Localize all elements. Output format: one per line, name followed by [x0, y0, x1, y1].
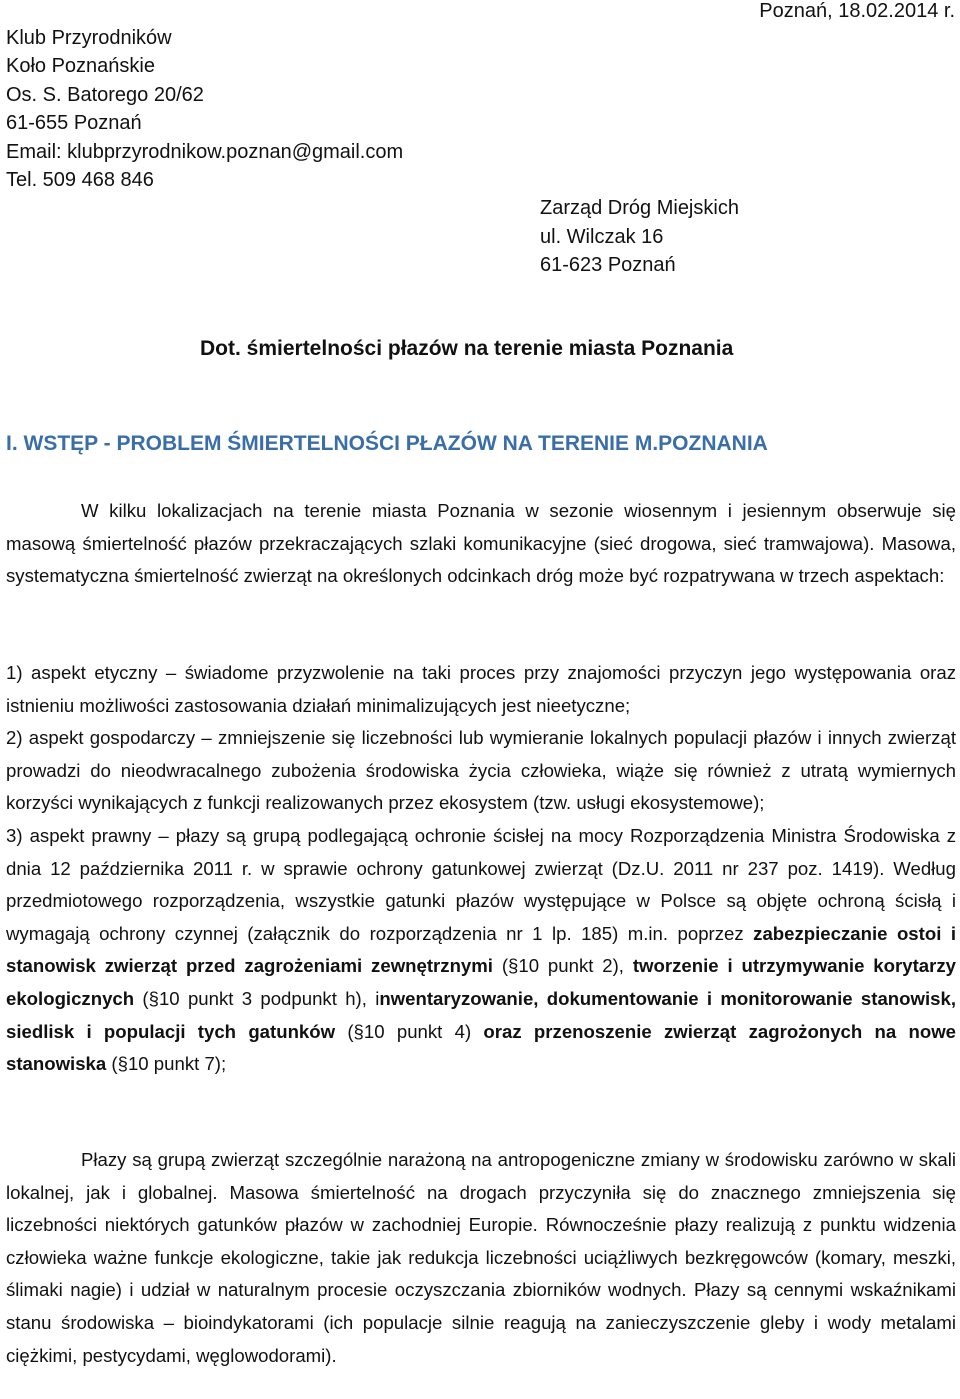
recipient-name: Zarząd Dróg Miejskich [540, 197, 739, 219]
aspect-legal-intro: 3) aspekt prawny – płazy są grupą podlegającą ochronie ścisłej na mocy Rozporządzenia Ministra Środowiska z dnia 12 października 2011 r. w sprawie ochrony gatunkowej zwierząt (Dz.U. 2011 nr 237 poz. 1419). Według przedmiotowego rozporządzenia, wszystkie gatunki płazów występujące w Polsce są objęte ochroną ścisłą i wymagają ochrony czynnej (załącznik do rozporządzenia nr 1 lp. 185) m.in. poprzez [6, 824, 956, 944]
sender-name: Klub Przyrodników [6, 27, 172, 49]
sender-phone: Tel. 509 468 846 [6, 169, 154, 192]
aspect-legal-bold-3: nwentaryzowanie, dokumentowanie i monitorowanie stanowisk, siedlisk i populacji tych gatunków [6, 987, 956, 1042]
intro-paragraph: W kilku lokalizacjach na terenie miasta Poznania w sezonie wiosennym i jesiennym obserwuje się masową śmiertelność płazów przekraczających szlaki komunikacyjne (sieć drogowa, sieć tramwajowa). Masowa, systematyczna śmiertelność zwierząt na określonych odcinkach dróg może być rozpatrywana w trzech aspektach: [6, 500, 956, 587]
recipient-city: 61-623 Poznań [540, 254, 676, 276]
aspect-legal-ref-2: (§10 punkt 3 podpunkt h), i [134, 987, 380, 1009]
aspect-legal-bold-1: zabezpieczanie ostoi i stanowisk zwierząt przed zagrożeniami zewnętrznymi [6, 922, 956, 977]
letter-subject: Dot. śmiertelności płazów na terenie miasta Poznania [200, 337, 734, 360]
sender-email: Email: klubprzyrodnikow.poznan@gmail.com [6, 140, 404, 163]
aspect-legal-ref-4: (§10 punkt 7); [106, 1053, 227, 1075]
aspects-list [6, 657, 956, 1081]
recipient-address-block [540, 194, 739, 280]
aspect-legal-ref-3: (§10 punkt 4) [335, 1020, 484, 1042]
sender-street: Os. S. Batorego 20/62 [6, 83, 204, 106]
aspect-economic: 2) aspekt gospodarczy – zmniejszenie się liczebności lub wymieranie lokalnych populacji płazów i innych zwierząt prowadzi do nieodwracalnego zubożenia środowiska życia człowieka, wiąże się również z utratą wymiernych korzyści wynikających z funkcji realizowanych przez ekosystem (tzw. usługi ekosystemowe); [6, 727, 956, 814]
sender-branch: Koło Poznańskie [6, 55, 155, 78]
aspect-legal-bold-2: tworzenie i utrzymywanie korytarzy ekologicznych [6, 955, 956, 1009]
sender-city: 61-655 Poznań [6, 112, 142, 135]
letter-date: Poznań, 18.02.2014 r. [759, 0, 955, 22]
aspect-ethical: 1) aspekt etyczny – świadome przyzwolenie na taki proces przy znajomości przyczyn jego występowania oraz istnieniu możliwości zastosowania działań minimalizujących jest nieetyczne; [6, 662, 956, 716]
amphibians-paragraph: Płazy są grupą zwierząt szczególnie narażoną na antropogeniczne zmiany w środowisku zarówno w skali lokalnej, jak i globalnej. Masowa śmiertelność na drogach przyczyniła się do znacznego zmniejszenia się liczebności niektórych gatunków płazów w zachodniej Europie. Równocześnie płazy realizują z punktu widzenia człowieka ważne funkcje ekologiczne, takie jak redukcja liczebności uciążliwych bezkręgowców (komary, meszki, ślimaki nagie) i udział w naturalnym procesie oczyszczania zbiorników wodnych. Płazy są cennymi wskaźnikami stanu środowiska – bioindykatorami (ich populacje silnie reagują na zanieczyszczenie gleby i wody metalami ciężkimi, pestycydami, węglowodorami). [6, 1149, 956, 1366]
aspect-legal [6, 820, 956, 1081]
aspect-legal-ref-1: (§10 punkt 2), [492, 955, 633, 977]
recipient-street: ul. Wilczak 16 [540, 225, 664, 248]
sender-address-block [6, 24, 403, 194]
aspect-legal-bold-4: oraz przenoszenie zwierząt zagrożonych na nowe stanowiska [6, 1020, 956, 1075]
section-heading: I. WSTĘP - PROBLEM ŚMIERTELNOŚCI PŁAZÓW NA TERENIE M.POZNANIA [6, 432, 768, 455]
